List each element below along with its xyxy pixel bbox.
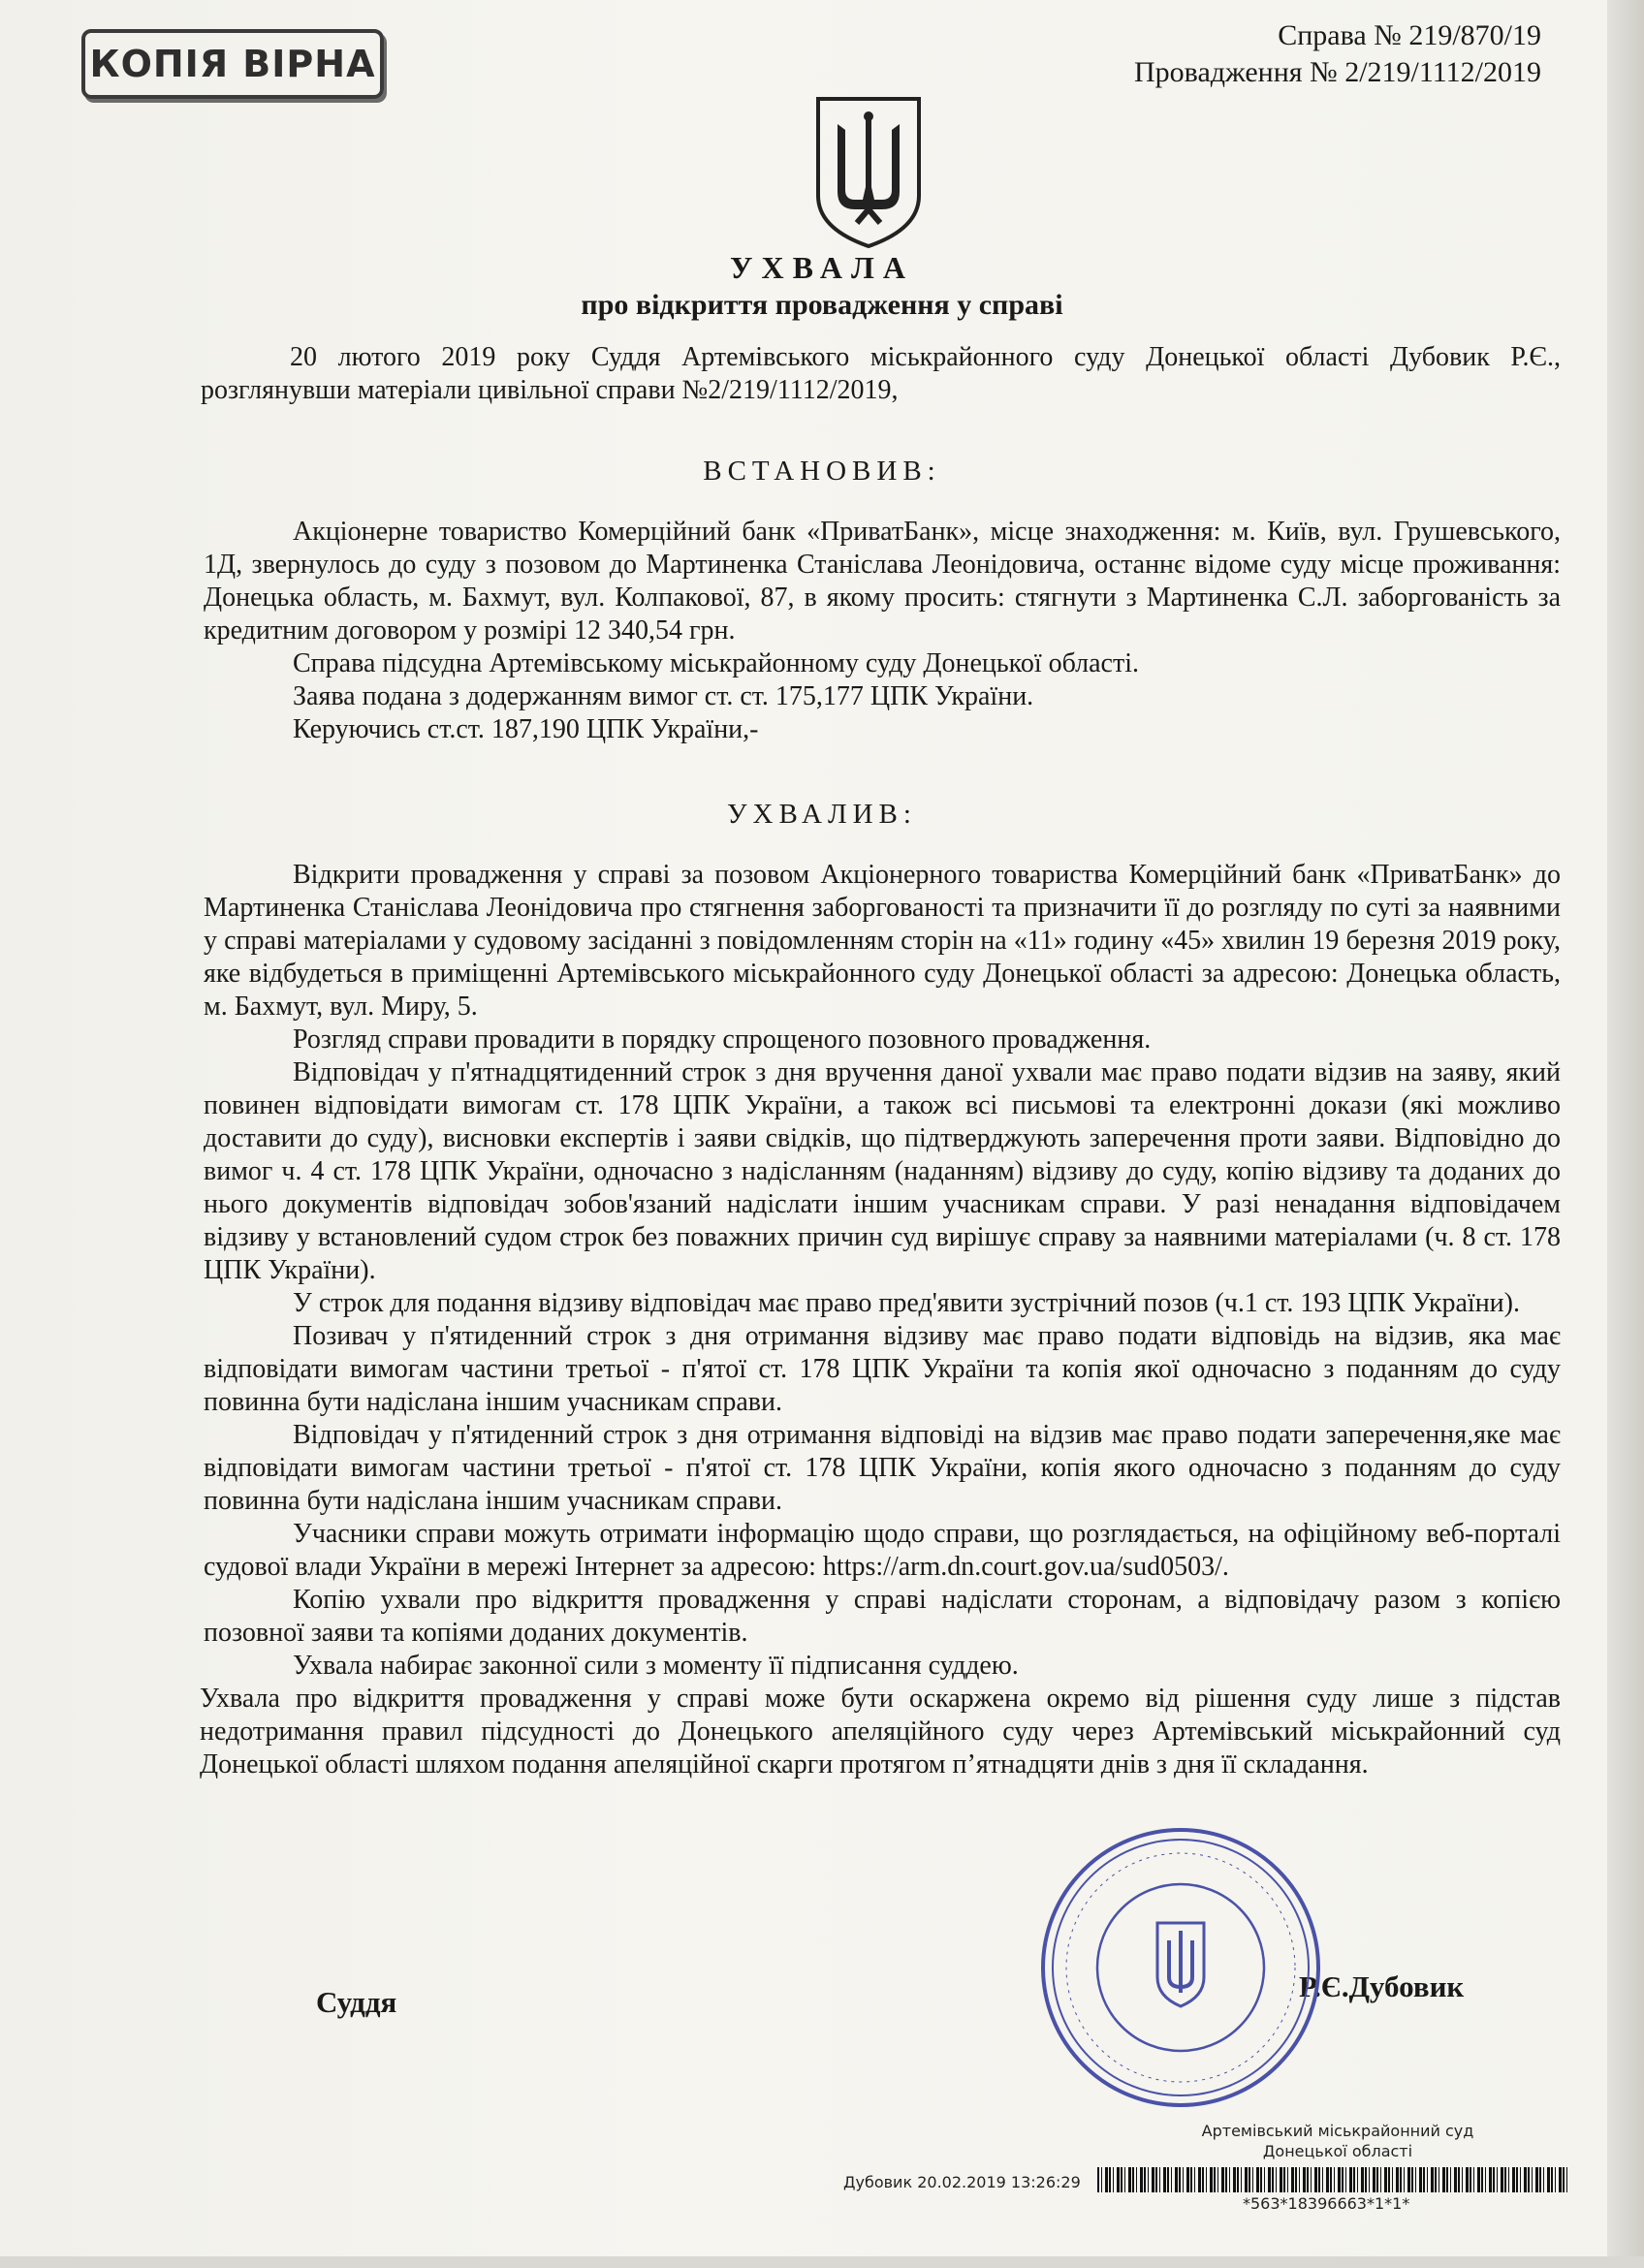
judge-name: Р.Є.Дубовик (1299, 1969, 1465, 2003)
established-paragraph: Заява подана з додержанням вимог ст. ст. 175,177 ЦПК України. (293, 681, 1034, 711)
decided-paragraph: Відкрити провадження у справі за позовом Акціонерного товариства Комерційний банк «ПриватБанк» до Мартиненка Станіслава Леонідовича про стягнення заборгованості та призначити її до розгляду по суті за наявними у справі матеріалами у судовому засіданні з повідомленням сторін на «11» годину «45» хвилин 19 березня 2019 року, яке відбудеться в приміщенні Артемівського міськрайонного суду Донецької області за адресою: Донецька область, м. Бахмут, вул. Миру, 5. (204, 860, 1561, 1022)
judge-label: Суддя (316, 1985, 397, 2019)
decided-paragraph: Розгляд справи провадити в порядку спрощеного позовного провадження. (293, 1024, 1152, 1055)
document-subtitle: про відкриття провадження у справі (581, 289, 1063, 321)
established-paragraph: Справа підсудна Артемівському міськрайонному суду Донецької області. (293, 648, 1139, 678)
copy-verified-stamp (81, 29, 384, 99)
appeal-paragraph: Ухвала про відкриття провадження у справі може бути оскаржена окремо від рішення суду лише з підстав недотримання правил підсудності до Донецького апеляційного суду через Артемівський міськрайонний суд Донецької області шляхом подання апеляційної скарги протягом п’ятнадцяти днів з дня її складання. (200, 1684, 1561, 1780)
decided-paragraph: Позивач у п'ятиденний строк з дня отримання відзиву має право подати відповідь на відзив, яка має відповідати вимогам частини третьої - п'ятої ст. 178 ЦПК України та копія якої одночасно з поданням до суду повинна бути надіслана іншим учасникам справи. (204, 1321, 1561, 1417)
established-block (204, 516, 1561, 746)
case-numbers (1134, 17, 1541, 91)
barcode-number: *563*18396663*1*1* (1243, 2194, 1410, 2213)
copy-verified-label: КОПІЯ ВІРНА (89, 43, 376, 85)
electronic-signature: Дубовик 20.02.2019 13:26:29 (843, 2173, 1081, 2191)
decided-paragraph: Учасники справи можуть отримати інформацію щодо справи, що розглядається, на офіційному веб-порталі судової влади України в мережі Інтернет за адресою: https://arm.dn.court.gov.ua/sud0503/. (204, 1519, 1561, 1582)
decided-paragraph: Відповідач у п'ятнадцятиденний строк з дня вручення даної ухвали має право подати відзив на заяву, який повинен відповідати вимогам ст. 178 ЦПК України, а також всі письмові та електронні докази (які можливо доставити до суду), висновки експертів і заяви свідків, що підтверджують заперечення проти заяви. Відповідно до вимог ч. 4 ст. 178 ЦПК України, одночасно з надісланням (наданням) відзиву до суду, копію відзиву та доданих до нього документів відповідач зобов'язаний надіслати іншим учасникам справи. У разі ненадання відповідачем відзиву у встановлений судом строк без поважних причин суд вирішує справу за наявними матеріалами (ч. 8 ст. 178 ЦПК України). (204, 1057, 1561, 1285)
document-title: УХВАЛА (730, 250, 914, 285)
case-number: Справа № 219/870/19 (1278, 19, 1541, 51)
court-caption (1192, 2121, 1483, 2161)
page-shadow-edge (1607, 0, 1644, 2268)
court-caption-line: Артемівський міськрайонний суд (1201, 2122, 1474, 2140)
decided-heading: УХВАЛИВ: (727, 799, 917, 830)
established-paragraph: Акціонерне товариство Комерційний банк «ПриватБанк», місце знаходження: м. Київ, вул. Грушевського, 1Д, звернулось до суду з позовом до Мартиненка Станіслава Леонідовича, останнє відоме суду місце проживання: Донецька область, м. Бахмут, вул. Колпакової, 87, в якому просить: стягнути з Мартиненка С.Л. заборгованість за кредитним договором у розмірі 12 340,54 грн. (204, 517, 1561, 646)
intro-block (201, 341, 1561, 407)
decided-block (200, 859, 1561, 1781)
established-heading: ВСТАНОВИВ: (703, 456, 941, 487)
barcode-icon (1097, 2167, 1567, 2192)
decided-paragraph: Копію ухвали про відкриття провадження у справі надіслати сторонам, а відповідачу разом з копією позовної заяви та копіями доданих документів. (204, 1585, 1561, 1648)
court-seal-icon (1035, 1822, 1326, 2113)
decided-paragraph: Відповідач у п'ятиденний строк з дня отримання відповіді на відзив має право подати заперечення,яке має відповідати вимогам частини третьої - п'ятої ст. 178 ЦПК України, копія якого одночасно з поданням до суду повинна бути надіслана іншим учасникам справи. (204, 1420, 1561, 1516)
proceeding-number: Провадження № 2/219/1112/2019 (1134, 56, 1541, 88)
court-caption-line: Донецької області (1262, 2142, 1413, 2160)
page-bottom-edge (0, 2256, 1644, 2268)
decided-paragraph: Ухвала набирає законної сили з моменту її підписання суддею. (293, 1651, 1019, 1681)
intro-paragraph: 20 лютого 2019 року Суддя Артемівського міськрайонного суду Донецької області Дубовик Р.Є., розглянувши матеріали цивільної справи №2/219/1112/2019, (201, 342, 1561, 405)
coat-of-arms-icon (810, 95, 927, 250)
decided-paragraph: У строк для подання відзиву відповідач має право пред'явити зустрічний позов (ч.1 ст. 193 ЦПК України). (293, 1288, 1520, 1318)
established-paragraph: Керуючись ст.ст. 187,190 ЦПК України,- (293, 714, 759, 744)
